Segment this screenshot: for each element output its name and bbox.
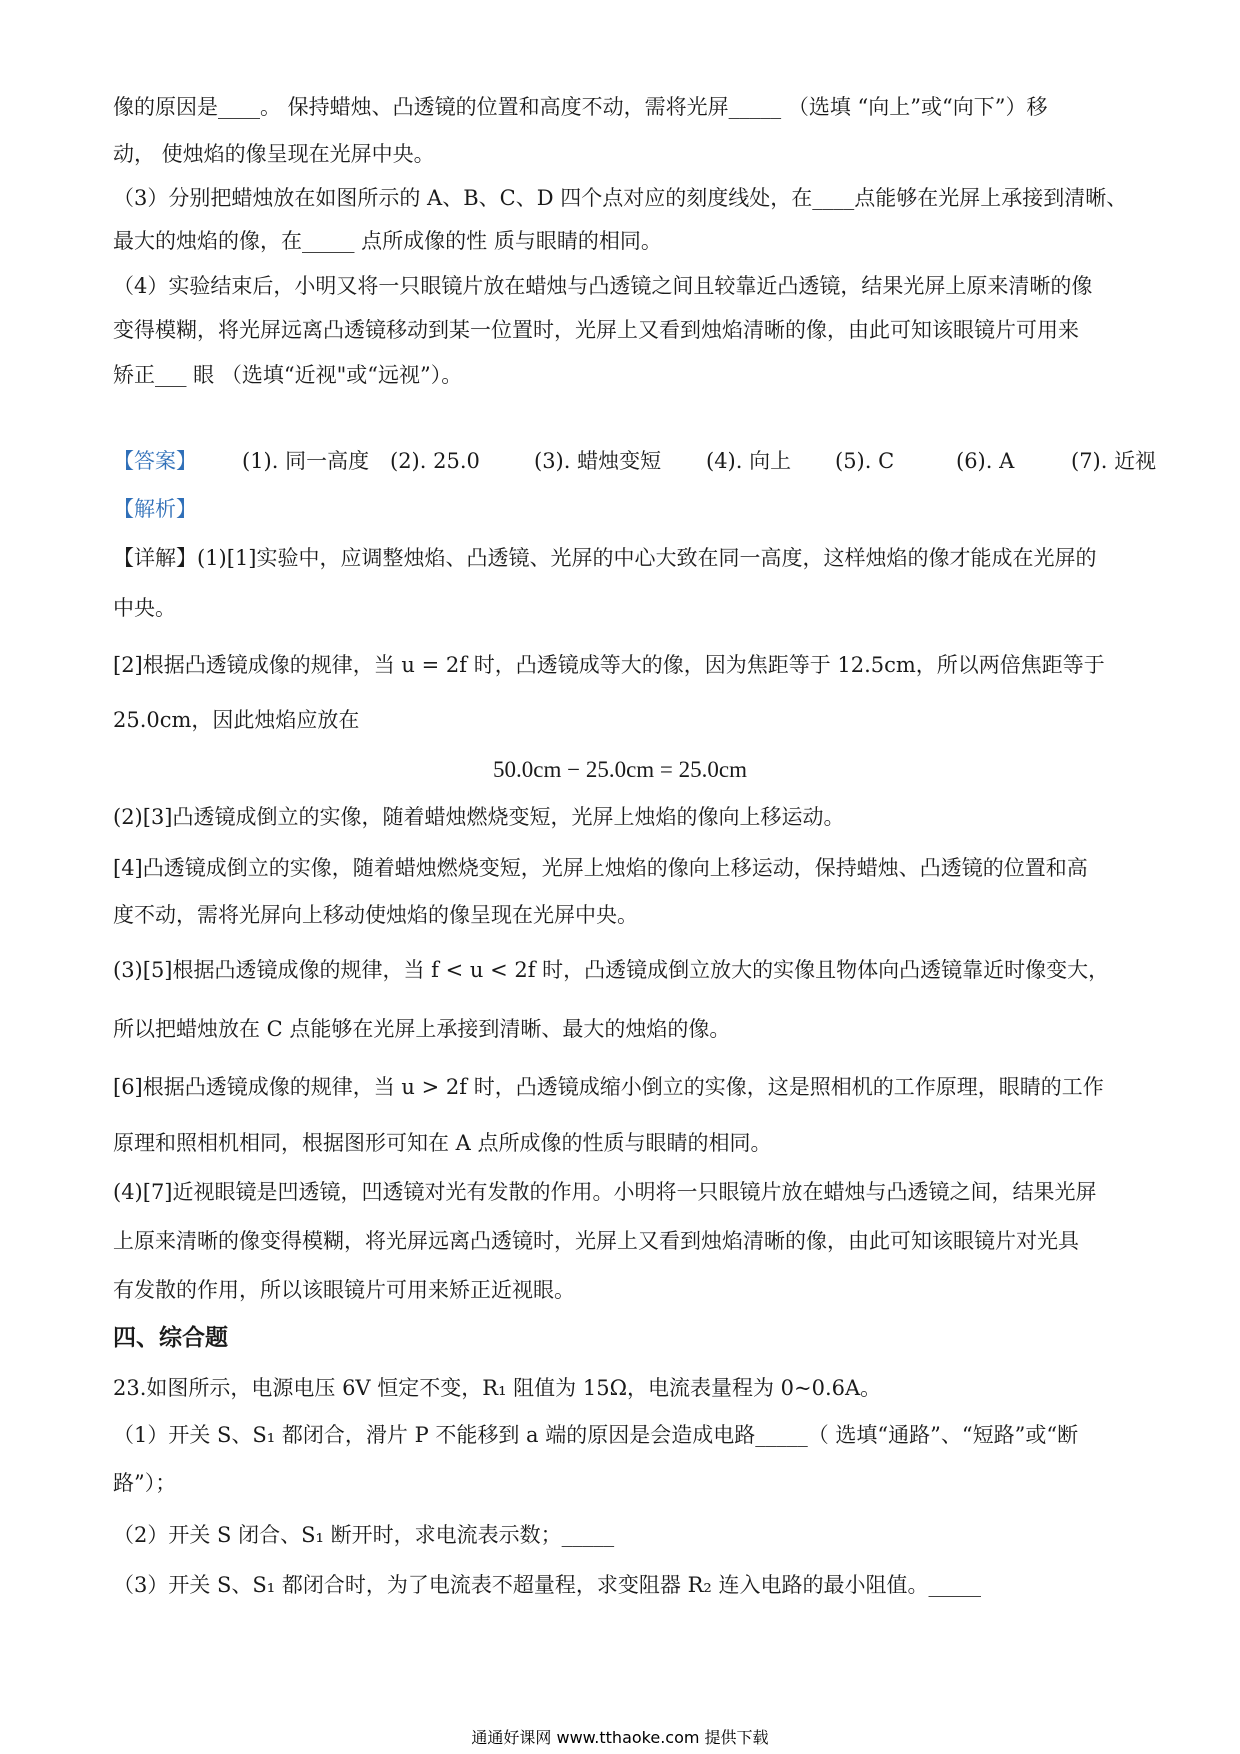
answer-item: (2). 25.0 <box>390 449 480 473</box>
answer-item: (3). 蜡烛变短 <box>534 449 662 473</box>
question-line: 路”）； <box>113 1471 177 1495</box>
text-line: [2]根据凸透镜成像的规律，当 u = 2f 时，凸透镜成等大的像，因为焦距等于 12.5cm，所以两倍焦距等于 <box>113 653 1105 677</box>
text-line: [4]凸透镜成倒立的实像，随着蜡烛燃烧变短，光屏上烛焰的像向上移运动，保持蜡烛、凸透镜的位置和高 <box>113 856 1088 880</box>
text-line: 所以把蜡烛放在 C 点能够在光屏上承接到清晰、最大的烛焰的像。 <box>113 1017 731 1041</box>
answer-item: (4). 向上 <box>706 449 792 473</box>
formula: 50.0cm − 25.0cm = 25.0cm <box>493 757 747 782</box>
text-line: 25.0cm，因此烛焰应放在 <box>113 708 360 732</box>
answer-item: (1). 同一高度 <box>242 449 370 473</box>
text-line: [6]根据凸透镜成像的规律，当 u > 2f 时，凸透镜成缩小倒立的实像，这是照相机的工作原理，眼睛的工作 <box>113 1075 1104 1099</box>
text-line: 动， 使烛焰的像呈现在光屏中央。 <box>113 142 435 166</box>
section-heading: 四、综合题 <box>113 1325 228 1351</box>
text-line: （4）实验结束后，小明又将一只眼镜片放在蜡烛与凸透镜之间且较靠近凸透镜，结果光屏上原来清晰的像 <box>113 274 1093 298</box>
answer-item: (7). 近视 <box>1071 449 1157 473</box>
text-line: 度不动，需将光屏向上移动使烛焰的像呈现在光屏中央。 <box>113 903 638 927</box>
text-line: 中央。 <box>113 596 176 620</box>
text-line: (3)[5]根据凸透镜成像的规律，当 f < u < 2f 时，凸透镜成倒立放大的实像且物体向凸透镜靠近时像变大， <box>113 958 1110 982</box>
text-line: 最大的烛焰的像，在_____ 点所成像的性 质与眼睛的相同。 <box>113 229 662 253</box>
text-line: 上原来清晰的像变得模糊，将光屏远离凸透镜时，光屏上又看到烛焰清晰的像，由此可知该眼镜片对光具 <box>113 1229 1079 1253</box>
answer-row <box>113 446 1157 478</box>
text-line: 原理和照相机相同，根据图形可知在 A 点所成像的性质与眼睛的相同。 <box>113 1131 772 1155</box>
analysis-label: 【解析】 <box>113 497 197 521</box>
text-line: 变得模糊，将光屏远离凸透镜移动到某一位置时，光屏上又看到烛焰清晰的像，由此可知该眼镜片可用来 <box>113 318 1079 342</box>
question-line: （3）开关 S、S₁ 都闭合时，为了电流表不超量程，求变阻器 R₂ 连入电路的最小阻值。_____ <box>113 1573 981 1597</box>
text-line: (2)[3]凸透镜成倒立的实像，随着蜡烛燃烧变短，光屏上烛焰的像向上移运动。 <box>113 805 845 829</box>
footer-text: 通通好课网 www.tthaoke.com 提供下载 <box>471 1728 769 1747</box>
question-line: 23.如图所示，电源电压 6V 恒定不变，R₁ 阻值为 15Ω，电流表量程为 0~0.6A。 <box>113 1376 882 1400</box>
text-line: 像的原因是____。 保持蜡烛、凸透镜的位置和高度不动，需将光屏_____ （选填 “向上”或“向下”）移 <box>113 95 1048 119</box>
answer-item: (5). C <box>835 449 895 473</box>
text-line: (4)[7]近视眼镜是凹透镜，凹透镜对光有发散的作用。小明将一只眼镜片放在蜡烛与凸透镜之间，结果光屏 <box>113 1180 1097 1204</box>
text-line: 矫正___ 眼 （选填“近视"或“远视”）。 <box>113 363 463 387</box>
text-line: （3）分别把蜡烛放在如图所示的 A、B、C、D 四个点对应的刻度线处，在____点能够在光屏上承接到清晰、 <box>113 186 1128 210</box>
text-line: 有发散的作用，所以该眼镜片可用来矫正近视眼。 <box>113 1278 575 1302</box>
question-line: （1）开关 S、S₁ 都闭合，滑片 P 不能移到 a 端的原因是会造成电路_____（ 选填“通路”、“短路”或“断 <box>113 1423 1079 1447</box>
answer-label: 【答案】 <box>113 449 197 473</box>
text-line: 【详解】(1)[1]实验中，应调整烛焰、凸透镜、光屏的中心大致在同一高度，这样烛焰的像才能成在光屏的 <box>113 546 1097 570</box>
answer-item: (6). A <box>956 449 1015 473</box>
question-line: （2）开关 S 闭合、S₁ 断开时，求电流表示数；_____ <box>113 1523 615 1547</box>
